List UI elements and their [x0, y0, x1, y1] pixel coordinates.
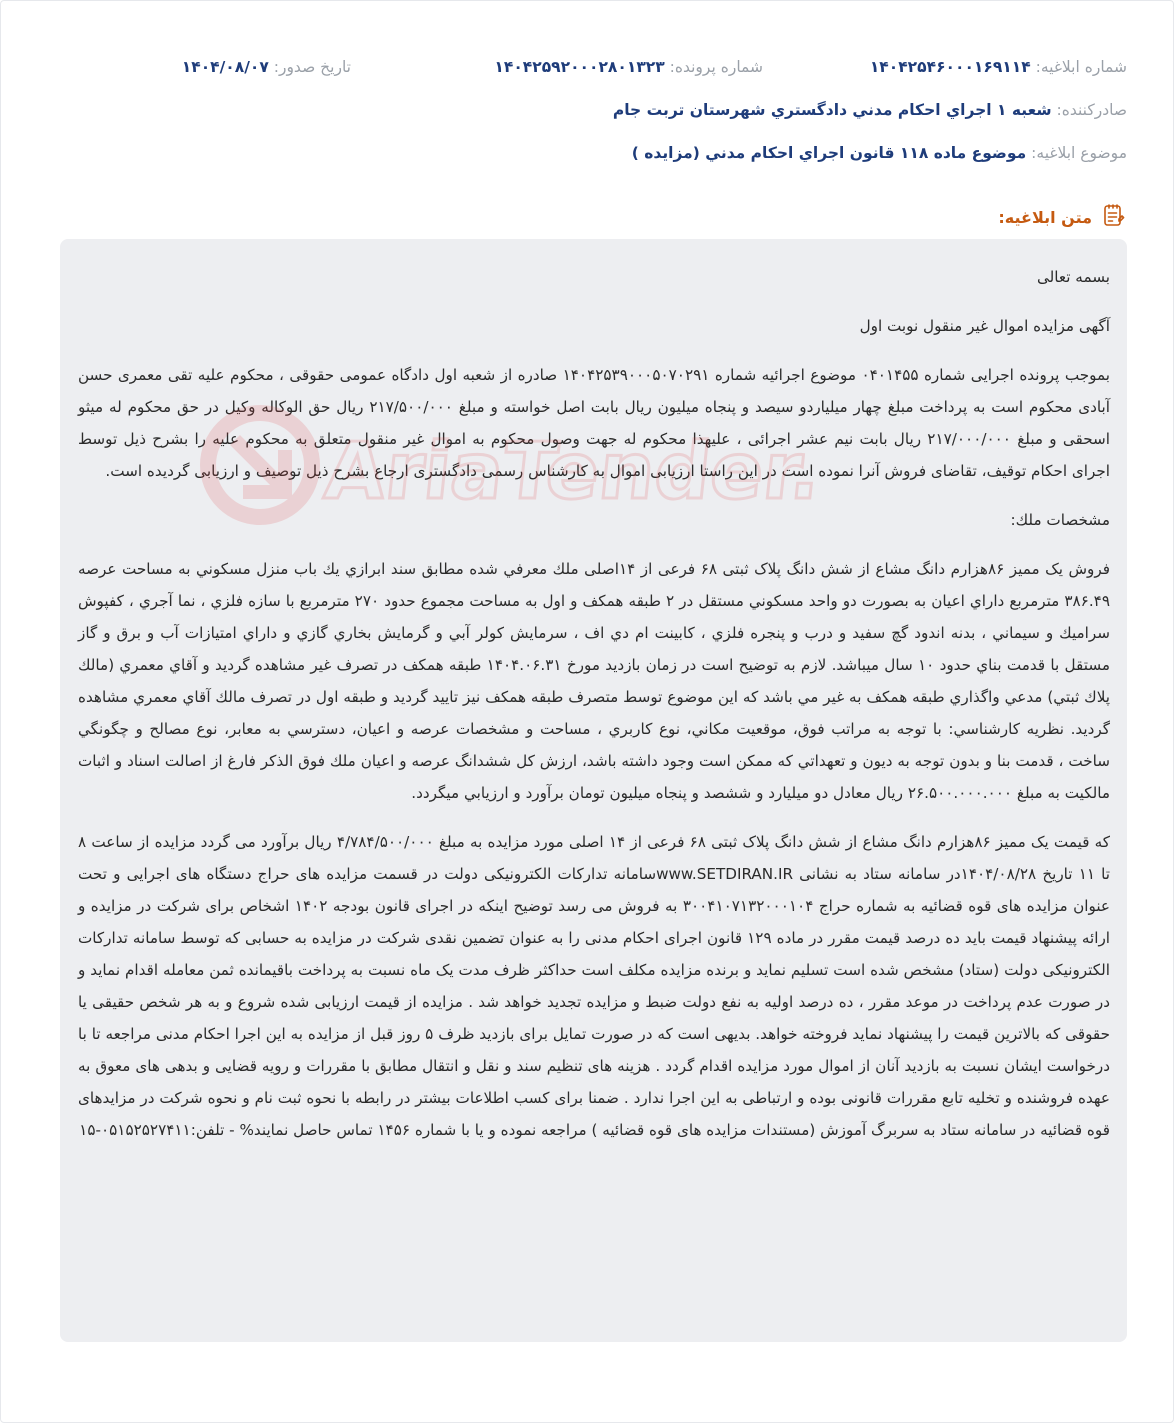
subject-row [40, 144, 1127, 162]
notice-number [870, 58, 1127, 76]
subject-label: موضوع ابلاغیه: [1031, 144, 1127, 162]
notice-body [60, 239, 1127, 1342]
issuer-value: شعبه ۱ اجراي احكام مدني دادگستري شهرستان تربت جام [612, 101, 1052, 119]
meta-row-identifiers [40, 58, 1127, 82]
body-paragraph-case: بموجب پرونده اجرایی شماره ۰۴۰۱۴۵۵ موضوع اجرائیه شماره ۱۴۰۴۲۵۳۹۰۰۰۵۰۷۰۲۹۱ صادره از شعبه اول دادگاه عمومی حقوقی ، محکوم علیه تقی معمری حسن آبادی محکوم است به پرداخت مبلغ چهار میلیاردو سیصد و پنجاه میلیون ریال بابت اصل خواسته و مبلغ ۲۱۷/۵۰۰/۰۰۰ ریال حق الوکاله وکیل در حق محکوم له میثو اسحقی و مبلغ ۲۱۷/۰۰۰/۰۰۰ ریال بابت نیم عشر اجرائی ، علیهذا محکوم له جهت وصول محکوم به اموال غیر منقول متعلق به محکوم علیه را بشرح ذیل توسط اجرای احکام توقیف، تقاضای فروش آنرا نموده است در این راستا ارزیابی اموال به کارشناس رسمی دادگستری ارجاع بشرح ذیل توصیف و ارزیابی گردیده است. [78, 366, 1110, 480]
notice-number-value: ۱۴۰۴۲۵۴۶۰۰۰۱۶۹۱۱۴ [869, 58, 1031, 76]
issuer-row [40, 101, 1127, 119]
issue-date-label: تاریخ صدور: [273, 58, 351, 76]
issuer-label: صادرکننده: [1056, 101, 1127, 119]
issue-date-value: ۱۴۰۴/۰۸/۰۷ [181, 58, 269, 76]
subject-value: موضوع ماده ۱۱۸ قانون اجراي احكام مدني (مزايده ) [631, 144, 1027, 162]
document-text-icon [1100, 202, 1126, 232]
notice-number-label: شماره ابلاغیه: [1035, 58, 1127, 76]
body-invocation: بسمه تعالی [1037, 268, 1110, 286]
case-number-label: شماره پرونده: [669, 58, 763, 76]
body-paragraph-property: فروش یک ممیز ۸۶هزارم دانگ مشاع از شش دانگ پلاک ثبتی ۶۸ فرعی از ۱۴اصلی ملك معرفي شده مطابق سند ابرازي يك باب منزل مسكوني به مساحت عرصه ۳۸۶.۴۹ مترمربع داراي اعيان به بصورت دو واحد مسكوني مستقل در ۲ طبقه همكف و اول به مساحت مجموع حدود ۲۷۰ مترمربع با سازه فلزي ، نما آجري ، كفپوش سراميك و سيماني ، بدنه اندود گچ سفيد و درب و پنجره فلزي ، كابينت ام دي اف ، سرمايش كولر آبي و گرمايش بخاري گازي و داراي امتيازات آب و برق و گاز مستقل با قدمت بناي حدود ۱۰ سال ميباشد. لازم به توضيح است در زمان بازديد مورخ ۱۴۰۴.۰۶.۳۱ طبقه همكف در تصرف غير مشاهده گرديد و آقاي معمري (مالك پلاك ثبتي) مدعي واگذاري طبقه همكف به غير مي باشد كه اين موضوع توسط متصرف طبقه همكف نيز تاييد گرديد و طبقه اول در تصرف مالك آقاي معمري مشاهده گرديد. نظريه كارشناسي: با توجه به مراتب فوق، موقعيت مكاني، نوع كاربري ، مساحت و مشخصات عرصه و اعيان، دسترسي به معابر، نوع مصالح و چگونگي ساخت ، قدمت بنا و بدون توجه به ديون و تعهداتي كه ممكن است وجود داشته باشد، ارزش كل ششدانگ عرصه و اعيان ملك فوق الذكر فارغ از اصالت اسناد و اثبات مالكيت به مبلغ ۲۶.۵۰۰.۰۰۰.۰۰۰ ريال معادل دو ميليارد و ششصد و پنجاه ميليون تومان برآورد و ارزيابي ميگردد. [78, 560, 1111, 802]
case-number [494, 58, 763, 76]
issue-date [182, 58, 351, 76]
case-number-value: ۱۴۰۴۲۵۹۲۰۰۰۲۸۰۱۳۲۳ [494, 58, 665, 76]
notice-text-heading [998, 202, 1126, 232]
body-property-heading: مشخصات ملك: [1010, 511, 1110, 529]
notice-text-heading-label: متن ابلاغیه: [998, 207, 1092, 227]
body-paragraph-auction: که قیمت یک ممیز ۸۶هزارم دانگ مشاع از شش دانگ پلاک ثبتی ۶۸ فرعی از ۱۴ اصلی مورد مزایده به مبلغ ۴/۷۸۴/۵۰۰/۰۰۰ ریال برآورد می گردد مزایده از ساعت ۸ تا ۱۱ تاریخ ۱۴۰۴/۰۸/۲۸در سامانه ستاد به نشانی www.SETDIRAN.IRسامانه تدارکات الکترونیکی دولت در قسمت مزایده های حراج دستگاه های اجرایی و تحت عنوان مزایده های قوه قضائیه به شماره حراج ۳۰۰۴۱۰۷۱۳۲۰۰۰۱۰۴ به فروش می رسد توضیح اینکه در اجرای قانون بودجه ۱۴۰۲ اشخاص برای شرکت در مزایده و ارائه پیشنهاد قیمت باید ده درصد قیمت مقرر در ماده ۱۲۹ قانون اجرای احکام مدنی را به عنوان تضمین نقدی شرکت در مزایده به حسابی که توسط سامانه تدارکات الکترونیکی دولت (ستاد) مشخص شده است تسلیم نماید و برنده مزایده مکلف است حداکثر ظرف مدت یک ماه نسبت به پرداخت باقیمانده ثمن معامله اقدام نماید و در صورت عدم پرداخت در موعد مقرر ، ده درصد اولیه به نفع دولت ضبط و مزایده تجدید خواهد شد . مزایده از قیمت ارزیابی شده شروع و به هر شخص حقیقی یا حقوقی که بالاترین قیمت را پیشنهاد نماید فروخته خواهد. بدیهی است که در صورت تمایل برای بازدید ظرف ۵ روز قبل از مزایده به این اجرا احکام مدنی مراجعه تا با درخواست ایشان نسبت به بازدید آنان از اموال مورد مزایده اقدام گردد . هزینه های تنظیم سند و نقل و انتقال مطابق با مقررات و رویه قضایی و بدهی های معوق به عهده فروشنده و تخلیه تابع مقررات قانونی بوده و ارتباطی به این اجرا ندارد . ضمنا برای کسب اطلاعات بیشتر در رابطه با نحوه ثبت نام و نحوه شرکت در مزایدهای قوه قضائیه در سامانه ستاد به سربرگ آموزش (مستندات مزایده های قوه قضائیه ) مراجعه نموده و یا با شماره ۱۴۵۶ تماس حاصل نمایند% - تلفن:۰۵۱۵۲۵۲۷۴۱۱-۱۵ [78, 833, 1111, 1139]
body-heading: آگهی مزایده اموال غیر منقول نوبت اول [859, 317, 1110, 335]
